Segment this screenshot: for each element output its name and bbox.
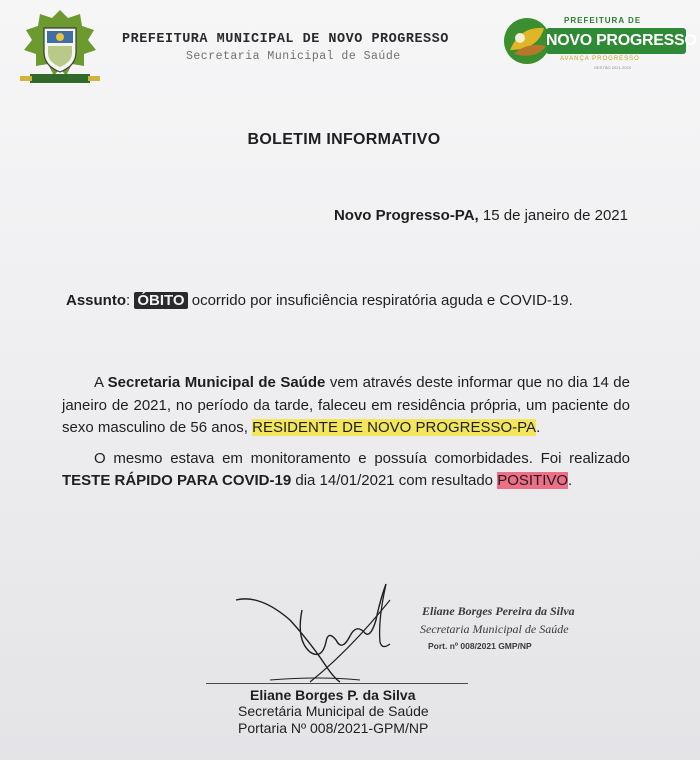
logo-tagline: AVANÇA PROGRESSO [560,56,640,62]
subject-text: ocorrido por insuficiência respiratória aguda e COVID-19. [187,292,573,309]
signature-line [206,683,468,684]
p2-bold-teste: TESTE RÁPIDO PARA COVID-19 [62,472,292,489]
stamp-role: Secretaria Municipal de Saúde [420,622,569,636]
logo-tagline-small: GESTÃO 2021-2024 [594,65,631,70]
obito-highlight: ÓBITO [134,292,187,309]
p2-text-b: dia 14/01/2021 com resultado [291,472,498,489]
p1-text-b: vem através deste informar que no dia 14 de janeiro de 2021, no período da tarde, faleceu em residência própria, um paciente do sexo masculino de 56 anos, [62,374,630,436]
date-line [334,207,628,224]
municipal-crest-icon [16,6,104,88]
document-title: BOLETIM INFORMATIVO [247,131,441,148]
p1-text-a: A [94,374,108,391]
positivo-highlight: POSITIVO [497,472,569,489]
p1-text-c: . [536,419,541,436]
prefeitura-logo [502,14,697,78]
paragraph-1 [62,372,630,440]
subject-label: Assunto [66,292,126,309]
stamp-name: Eliane Borges Pereira da Silva [422,604,575,618]
subject-line [66,292,573,309]
p1-bold-secretaria: Secretaria Municipal de Saúde [107,374,326,391]
logo-top-text: PREFEITURA DE [564,16,642,25]
residente-highlight: RESIDENTE DE NOVO PROGRESSO-PA [252,419,537,436]
leaf-emblem-icon [502,16,552,66]
signer-name: Eliane Borges P. da Silva [250,687,416,703]
body-text [62,372,630,493]
place-name: Novo Progresso-PA, [333,207,479,224]
header-subtitle: Secretaria Municipal de Saúde [186,50,401,63]
handwritten-signature-icon [230,580,400,690]
signature-block [200,570,680,750]
paragraph-2 [62,448,630,493]
signer-portaria: Portaria Nº 008/2021-GPM/NP [238,720,429,736]
signer-role: Secretária Municipal de Saúde [238,703,429,719]
stamp-portaria: Port. nº 008/2021 GMP/NP [428,641,532,651]
header-title: PREFEITURA MUNICIPAL DE NOVO PROGRESSO [122,32,449,47]
p2-text-a: O mesmo estava em monitoramento e possuía comorbidades. Foi realizado [94,449,630,467]
p2-text-c: . [568,472,573,489]
date-text: 15 de janeiro de 2021 [478,207,628,224]
logo-main-text: NOVO PROGRESSO [546,28,686,54]
subject-colon: : [126,292,135,309]
